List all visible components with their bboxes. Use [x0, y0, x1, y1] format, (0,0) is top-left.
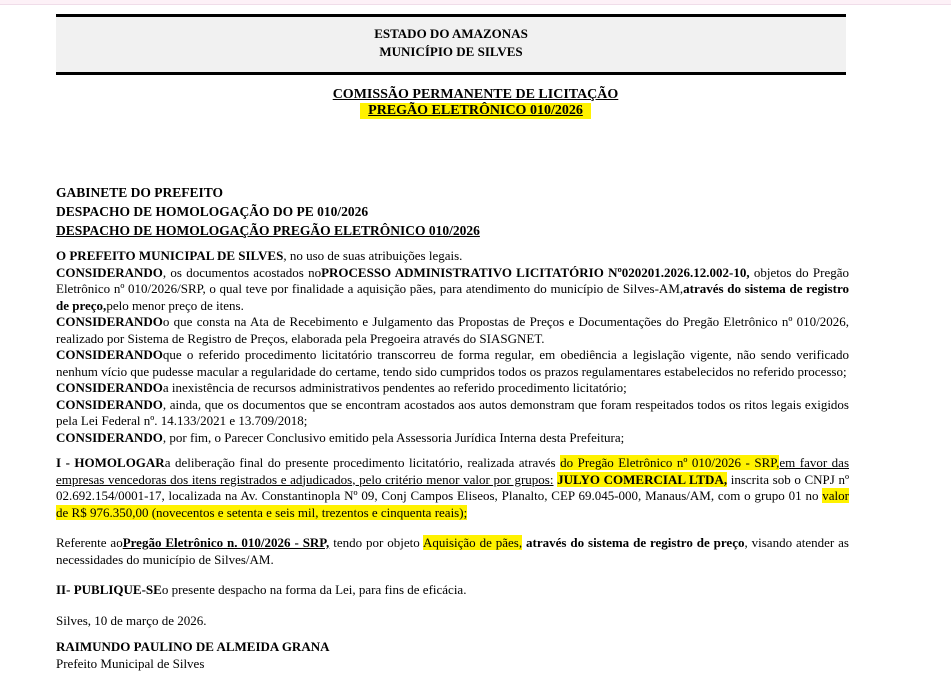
highlighted-text-run: Aquisição de pães,	[422, 535, 523, 550]
text-run: , ainda, que os documentos que se encontram acostados aos autos demonstram que foram respeitados todos os ritos legais exigidos pela Lei Federal nº. 14.133/2021 e 13.709/2018;	[56, 396, 849, 428]
subject-line-dispatch-underlined: DESPACHO DE HOMOLOGAÇÃO PREGÃO ELETRÔNICO 010/2026	[56, 223, 480, 238]
subject-block	[56, 183, 951, 240]
signature-role	[56, 656, 849, 673]
highlighted-text-run: valor de R$ 976.350,00 (novecentos e setenta e seis mil, trezentos e cinquenta reais);	[56, 488, 849, 520]
text-run: o que consta na Ata de Recebimento e Julgamento das Propostas de Preços e Documentações do Pregão Eletrônico nº 010/2026, realizado por Sistema de Registro de Preços, elaborada pela Pregoeira através do SIASGNET.	[56, 314, 849, 346]
opening-paragraph	[56, 248, 849, 265]
considerando-3	[56, 347, 849, 380]
text-run: através do sistema de registro de preço	[526, 535, 745, 550]
text-run: em favor das empresas vencedoras dos itens registrados e adjudicados, pelo critério menor valor por grupos:	[56, 455, 850, 487]
date-line	[56, 613, 849, 630]
text-run: CONSIDERANDO	[56, 380, 163, 395]
text-run: Prefeito Municipal de Silves	[56, 655, 205, 671]
publication-clause	[56, 582, 849, 599]
document-body	[56, 248, 849, 672]
commission-title-text: COMISSÃO PERMANENTE DE LICITAÇÃO	[332, 87, 619, 102]
top-edge-strip	[0, 0, 951, 5]
text-run: o presente despacho na forma da Lei, para fins de eficácia.	[161, 582, 467, 597]
signature-name	[56, 639, 849, 656]
commission-title	[0, 87, 951, 103]
text-run: a deliberação final do presente procedimento licitatório, realizada através	[164, 455, 561, 470]
text-run: inscrita sob o CNPJ nº 02.692.154/0001-17, localizada na Av. Constantinopla Nº 09, Conj Campos Eliseos, Planalto, CEP 69.045-000, Manaus/AM, com o grupo 01 no	[56, 471, 850, 503]
text-run: Referente ao	[56, 535, 123, 550]
text-run: CONSIDERANDO	[56, 347, 163, 362]
reference-paragraph	[56, 535, 849, 568]
text-run: , no uso de suas atribuições legais.	[283, 248, 463, 263]
subject-line-office: GABINETE DO PREFEITO	[56, 185, 224, 200]
text-run: através do sistema de registro de preço,	[56, 281, 849, 313]
considerando-1	[56, 265, 849, 315]
text-run: objetos do Pregão Eletrônico nº 010/2026/SRP, o qual teve por finalidade a aquisição pães, para atendimento do município de Silves-AM,	[56, 264, 850, 296]
title-block	[0, 87, 951, 119]
text-run: Pregão Eletrônico n. 010/2026 - SRP,	[122, 535, 330, 550]
text-run: Silves, 10 de março de 2026.	[56, 612, 207, 628]
auction-title	[0, 103, 951, 119]
subject-line-dispatch: DESPACHO DE HOMOLOGAÇÃO DO PE 010/2026	[56, 204, 369, 219]
text-run: , os documentos acostados no	[162, 264, 322, 280]
text-run: II- PUBLIQUE-SE	[56, 582, 162, 597]
considerando-5	[56, 397, 849, 430]
text-run: CONSIDERANDO	[56, 396, 163, 412]
considerando-2	[56, 314, 849, 347]
text-run: pelo menor preço de itens.	[106, 297, 244, 313]
highlighted-text-run: do Pregão Eletrônico nº 010/2026 - SRP,	[560, 455, 780, 470]
text-run: que o referido procedimento licitatório transcorreu de forma regular, em obediência a legislação vigente, não sendo verificado nenhum vício que pudesse macular a regularidade do certame, tendo sido cumpridos todos os prazos regulamentares estabelecidos no referido processo;	[56, 347, 849, 379]
text-run: , visando atender as necessidades do município de Silves/AM.	[56, 535, 849, 567]
text-run: CONSIDERANDO	[56, 429, 163, 445]
considerando-6	[56, 430, 849, 447]
text-run: I - HOMOLOGAR	[56, 455, 165, 470]
text-run: PROCESSO ADMINISTRATIVO LICITATÓRIO Nº020201.2026.12.002-10,	[321, 264, 750, 280]
considerando-4	[56, 380, 849, 397]
text-run: O PREFEITO MUNICIPAL DE SILVES	[56, 248, 284, 263]
text-run: , por fim, o Parecer Conclusivo emitido pela Assessoria Jurídica Interna desta Prefeitura;	[162, 429, 625, 445]
letterhead-box	[56, 14, 846, 75]
text-run: RAIMUNDO PAULINO DE ALMEIDA GRANA	[56, 639, 330, 654]
auction-title-highlighted-text: PREGÃO ELETRÔNICO 010/2026	[360, 103, 591, 119]
text-run: a inexistência de recursos administrativos pendentes ao referido procedimento licitatório;	[162, 380, 627, 395]
letterhead-state: ESTADO DO AMAZONAS	[374, 26, 528, 41]
highlighted-text-run: JULYO COMERCIAL LTDA,	[557, 471, 728, 487]
letterhead-municipality: MUNICÍPIO DE SILVES	[379, 44, 523, 59]
text-run: CONSIDERANDO	[56, 264, 163, 280]
text-run: tendo por objeto	[329, 535, 423, 550]
homologation-clause	[56, 455, 849, 521]
text-run: CONSIDERANDO	[56, 314, 163, 329]
